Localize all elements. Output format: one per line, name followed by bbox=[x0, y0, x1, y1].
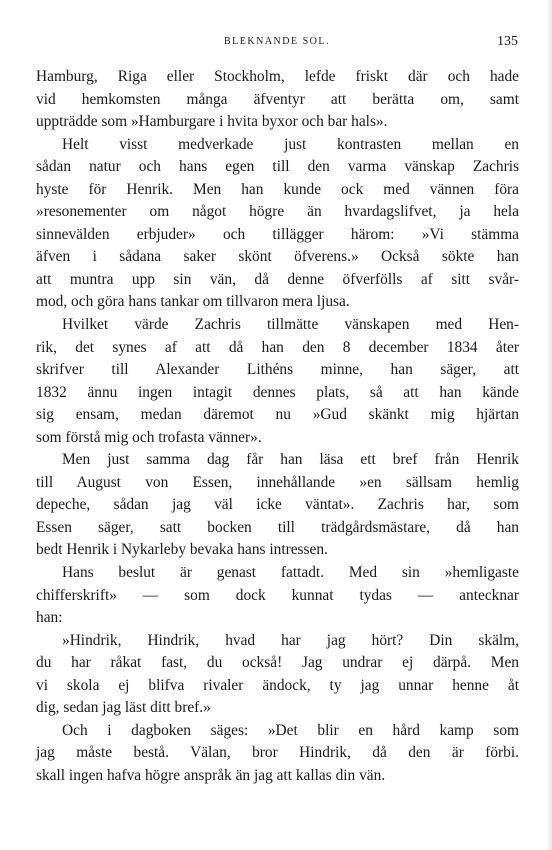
paragraph bbox=[36, 314, 519, 449]
text-line: Hvilket värde Zachris tillmätte vänskapen med Hen- bbox=[62, 316, 519, 334]
text-line: du har råkat fast, du också! Jag undrar ej därpå. Men bbox=[36, 654, 519, 672]
text-line: dig, sedan jag läst ditt bref.» bbox=[36, 699, 211, 717]
text-line: rik, det synes af att då han den 8 december 1834 åter bbox=[36, 338, 519, 356]
text-line: uppträdde som »Hamburgare i hvita byxor och bar hals». bbox=[36, 113, 388, 131]
text-line: skall ingen hafva högre anspråk än jag att kallas din vän. bbox=[36, 766, 386, 784]
text-line: sinnevälden erbjuder» och tillägger härom: »Vi stämma bbox=[36, 225, 519, 243]
text-line: Hans beslut är genast fattadt. Med sin »hemligaste bbox=[62, 564, 519, 582]
paragraph bbox=[36, 720, 519, 788]
paragraph bbox=[36, 66, 519, 134]
text-line: han: bbox=[36, 609, 63, 627]
text-line: 1832 ännu ingen intagit dennes plats, så att han kände bbox=[36, 383, 519, 401]
text-line: skrifver till Alexander Lithéns minne, han säger, att bbox=[36, 361, 519, 379]
running-head: BLEKNANDE SOL. bbox=[224, 36, 330, 47]
text-line: att muntra upp sin vän, då denne öfverfölls af sitt svår- bbox=[36, 270, 519, 288]
paragraph bbox=[36, 134, 519, 314]
text-line: Essen säger, satt bocken till trädgårdsmästare, då han bbox=[36, 518, 519, 536]
text-line: äfven i sådana saker skönt öfverens.» Också sökte han bbox=[36, 248, 519, 266]
text-line: mod, och göra hans tankar om tillvaron mera ljusa. bbox=[36, 293, 350, 311]
paragraph bbox=[36, 449, 519, 562]
text-line: Och i dagboken säges: »Det blir en hård kamp som bbox=[62, 721, 519, 739]
text-line: Men just samma dag får han läsa ett bref från Henrik bbox=[62, 451, 519, 469]
page-number: 135 bbox=[497, 34, 518, 49]
paragraph bbox=[36, 630, 519, 720]
text-line: jag måste bestå. Välan, bror Hindrik, då den är förbi. bbox=[36, 744, 519, 762]
page-header bbox=[36, 34, 518, 50]
text-line: depeche, sådan jag väl icke väntat». Zachris har, som bbox=[36, 496, 519, 514]
text-line: bedt Henrik i Nykarleby bevaka hans intressen. bbox=[36, 541, 328, 559]
text-line: chifferskrift» — som dock kunnat tydas — antecknar bbox=[36, 586, 519, 604]
text-line: Helt visst medverkade just kontrasten mellan en bbox=[62, 135, 519, 153]
text-line: till August von Essen, innehållande »en sällsam hemlig bbox=[36, 473, 519, 491]
text-line: »resonementer om något högre än hvardagslifvet, ja hela bbox=[36, 203, 519, 221]
body-text bbox=[36, 66, 519, 788]
text-line: sig ensam, medan däremot nu »Gud skänkt mig hjärtan bbox=[36, 406, 519, 424]
text-line: »Hindrik, Hindrik, hvad har jag hört? Din skälm, bbox=[62, 631, 519, 649]
text-line: vi skola ej blifva rivaler ändock, ty jag unnar henne åt bbox=[36, 676, 519, 694]
text-line: Hamburg, Riga eller Stockholm, lefde friskt där och hade bbox=[36, 68, 519, 85]
page-edge-shadow bbox=[546, 0, 552, 850]
text-line: hyste för Henrik. Men han kunde ock med vännen föra bbox=[36, 180, 519, 198]
text-line: sådan natur och hans egen till den varma vänskap Zachris bbox=[36, 158, 519, 176]
text-line: som förstå mig och trofasta vänner». bbox=[36, 428, 262, 446]
paragraph bbox=[36, 562, 519, 630]
text-line: vid hemkomsten många äfventyr att berätta om, samt bbox=[36, 90, 519, 108]
